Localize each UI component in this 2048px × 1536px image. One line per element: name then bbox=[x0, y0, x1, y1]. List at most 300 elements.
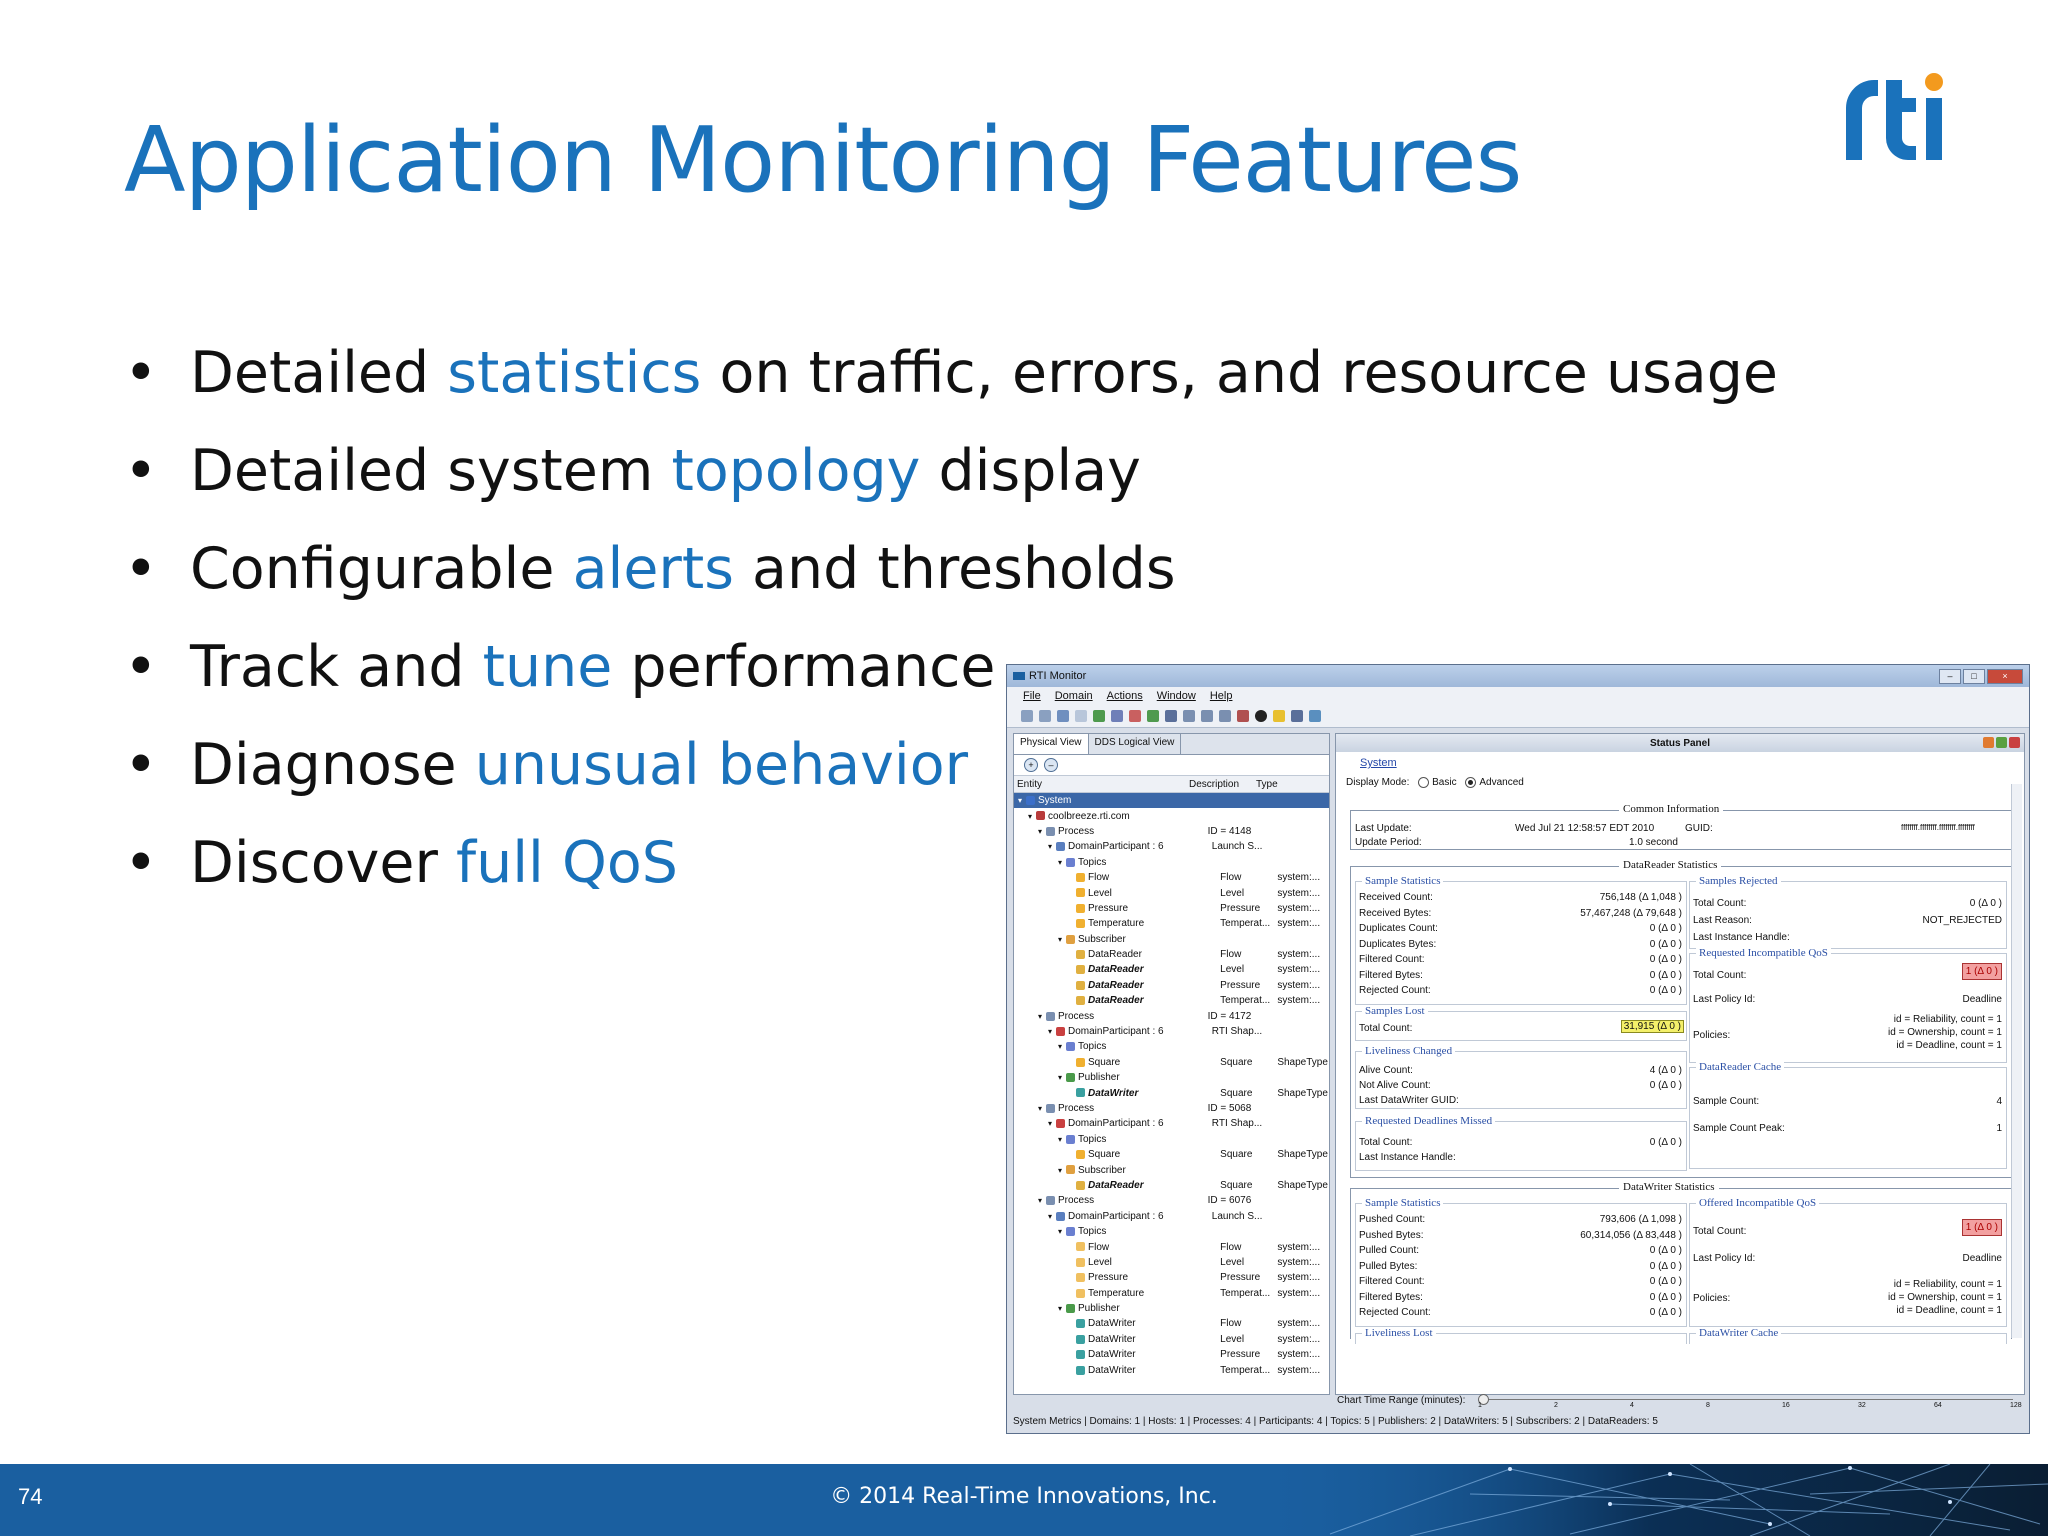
slider-tick-label: 32 bbox=[1858, 1402, 1866, 1409]
tree-description: Launch S... bbox=[1211, 1210, 1263, 1222]
table-icon[interactable] bbox=[1183, 710, 1195, 722]
sample-statistics-title: Sample Statistics bbox=[1362, 875, 1443, 887]
tree-entity-name: Square bbox=[1088, 1149, 1121, 1161]
slider-tick-label: 16 bbox=[1782, 1402, 1790, 1409]
tree-entity-name: DataReader bbox=[1088, 1179, 1144, 1191]
tree-row[interactable]: ▾ Process ID = 4172 bbox=[1014, 1008, 1329, 1023]
tree-description: ID = 4148 bbox=[1207, 825, 1252, 837]
tree-entity-name: Level bbox=[1088, 887, 1112, 899]
offered-incompatible-qos-group bbox=[1689, 1197, 2007, 1327]
chart-icon[interactable] bbox=[1129, 710, 1141, 722]
tree-entity-name: DataReader bbox=[1088, 979, 1144, 991]
tree-entity-name: DataReader bbox=[1088, 995, 1144, 1007]
liveliness-changed-group bbox=[1355, 1045, 1687, 1109]
tree-description: ID = 5068 bbox=[1207, 1103, 1252, 1114]
tree-node-icon bbox=[1076, 1058, 1085, 1067]
system-link[interactable]: System bbox=[1360, 757, 1397, 769]
stat-value: 0 (Δ 0 ) bbox=[1649, 938, 1682, 950]
slide-title: Application Monitoring Features bbox=[124, 108, 1522, 213]
expand-all-icon[interactable]: + bbox=[1024, 758, 1038, 772]
bullet-text: Discover bbox=[190, 830, 456, 896]
req-incompat-total-value: 1 (Δ 0 ) bbox=[1962, 963, 2002, 980]
off-incompat-policy-2: id = Ownership, count = 1 bbox=[1888, 1292, 2002, 1303]
sample-statistics-group bbox=[1355, 875, 1687, 1005]
list-icon[interactable] bbox=[1219, 710, 1231, 722]
tree-entity-name: Pressure bbox=[1088, 902, 1129, 914]
bullet-text: Diagnose bbox=[190, 732, 475, 798]
tree-entity-name: Temperature bbox=[1088, 1287, 1145, 1299]
tree-row[interactable] bbox=[1014, 901, 1329, 916]
stat-value: 0 (Δ 0 ) bbox=[1649, 985, 1682, 996]
tree-row[interactable]: ▾ Topics bbox=[1058, 1041, 1107, 1053]
tree-node-icon bbox=[1076, 888, 1085, 897]
tree-row[interactable]: ▾ Process ID = 5068 bbox=[1014, 1101, 1329, 1116]
tree-entity-name: Process bbox=[1058, 1010, 1095, 1022]
feature-bullet bbox=[124, 436, 1778, 534]
sample-count-value: 4 bbox=[1996, 1096, 2002, 1107]
liveliness-changed-title: Liveliness Changed bbox=[1362, 1045, 1455, 1057]
open-icon[interactable] bbox=[1075, 710, 1087, 722]
tree-row[interactable]: ▾ Topics bbox=[1058, 1226, 1107, 1238]
tree-type: ShapeType bbox=[1277, 1087, 1328, 1099]
tab-physical-view[interactable]: Physical View bbox=[1014, 734, 1089, 754]
tab-dds-logical-view[interactable]: DDS Logical View bbox=[1089, 734, 1182, 754]
warning-icon[interactable] bbox=[1273, 710, 1285, 722]
datareader-cache-title: DataReader Cache bbox=[1696, 1061, 1784, 1073]
stat-value: 756,148 (Δ 1,048 ) bbox=[1599, 892, 1682, 903]
bullet-dot: • bbox=[124, 830, 158, 896]
maximize-button[interactable]: □ bbox=[1963, 669, 1985, 684]
tree-node-icon bbox=[1046, 1196, 1055, 1205]
tree-node-icon bbox=[1036, 811, 1045, 820]
datawriter-statistics-box bbox=[1350, 1181, 2012, 1339]
tree-entity-name: DataWriter bbox=[1088, 1333, 1136, 1345]
off-incompat-total-value: 1 (Δ 0 ) bbox=[1962, 1219, 2002, 1236]
tree-entity-name: Level bbox=[1088, 1256, 1112, 1268]
tree-row[interactable] bbox=[1014, 1255, 1329, 1270]
bullet-text: Configurable bbox=[190, 536, 573, 602]
basic-label: Basic bbox=[1432, 777, 1457, 788]
page-number: 74 bbox=[18, 1484, 43, 1509]
tree-node-icon bbox=[1076, 1350, 1085, 1359]
stat-value: 0 (Δ 0 ) bbox=[1649, 1276, 1682, 1287]
tree-node-icon bbox=[1076, 1319, 1085, 1328]
stat-value: 0 (Δ 0 ) bbox=[1649, 1245, 1682, 1256]
samples-lost-total-value: 31,915 (Δ 0 ) bbox=[1621, 1020, 1684, 1033]
tree-entity-name: Subscriber bbox=[1078, 1164, 1126, 1176]
tree-row[interactable]: ▾ Topics bbox=[1058, 1133, 1107, 1145]
slider-tick-label: 8 bbox=[1706, 1402, 1710, 1409]
tree-row[interactable]: ▾ DomainParticipant : 6 RTI Shap... bbox=[1014, 1024, 1329, 1039]
tree-row[interactable]: ▾ DomainParticipant : 6 Launch S... bbox=[1014, 839, 1329, 854]
tree-node-icon bbox=[1056, 1212, 1065, 1221]
tree-row[interactable] bbox=[1014, 1286, 1329, 1301]
bullet-dot: • bbox=[124, 438, 158, 504]
sample-count-label: Sample Count: bbox=[1693, 1096, 1760, 1107]
tree-row[interactable] bbox=[1014, 1055, 1329, 1070]
requested-incompatible-qos-title: Requested Incompatible QoS bbox=[1696, 947, 1831, 959]
bullet-text: display bbox=[920, 438, 1141, 504]
tree-node-icon bbox=[1076, 981, 1085, 990]
status-panel bbox=[1335, 733, 2025, 1395]
tree-type: system:... bbox=[1277, 1349, 1321, 1361]
menu-window[interactable]: Window bbox=[1156, 690, 1196, 702]
tree-description: Pressure bbox=[1220, 902, 1261, 914]
stat-value: 793,606 (Δ 1,098 ) bbox=[1599, 1214, 1682, 1225]
slider-tick-label: 64 bbox=[1934, 1402, 1942, 1409]
tree-description: Temperat... bbox=[1220, 1287, 1271, 1299]
tree-node-icon bbox=[1076, 1335, 1085, 1344]
liveliness-lost-title: Liveliness Lost bbox=[1362, 1327, 1436, 1339]
tree-entity-name: DataWriter bbox=[1088, 1087, 1139, 1099]
feature-bullet bbox=[124, 338, 1778, 436]
tree-entity-name: Square bbox=[1088, 1056, 1121, 1068]
last-datawriter-guid-label: Last DataWriter GUID: bbox=[1359, 1095, 1459, 1106]
export-icon[interactable] bbox=[1147, 710, 1159, 722]
bullet-dot: • bbox=[124, 536, 158, 602]
entity-tree bbox=[1014, 793, 1329, 1378]
not-alive-count-value: 0 (Δ 0 ) bbox=[1649, 1080, 1682, 1091]
tree-entity-name: DomainParticipant : 6 bbox=[1068, 1210, 1164, 1222]
datareader-statistics-title: DataReader Statistics bbox=[1619, 859, 1721, 871]
tree-entity-name: DataReader bbox=[1088, 949, 1142, 961]
tree-description: Temperat... bbox=[1220, 995, 1271, 1007]
grid-icon[interactable] bbox=[1165, 710, 1177, 722]
type-column-header[interactable]: Type bbox=[1256, 778, 1278, 790]
network-icon[interactable] bbox=[1309, 710, 1321, 722]
tree-row[interactable] bbox=[1014, 1239, 1329, 1254]
tree-entity-name: Topics bbox=[1078, 1041, 1107, 1053]
tree-row[interactable] bbox=[1014, 870, 1329, 885]
tree-row[interactable] bbox=[1014, 1270, 1329, 1285]
samples-lost-total-label: Total Count: bbox=[1359, 1023, 1413, 1034]
tree-description: Square bbox=[1220, 1087, 1253, 1099]
bar-chart-icon[interactable] bbox=[1201, 710, 1213, 722]
tree-row[interactable] bbox=[1014, 993, 1329, 1008]
tree-entity-name: System bbox=[1038, 795, 1072, 807]
datawriter-cache-title: DataWriter Cache bbox=[1696, 1327, 1781, 1339]
tree-row[interactable] bbox=[1014, 1347, 1329, 1362]
columns-icon[interactable] bbox=[1237, 710, 1249, 722]
menu-bar bbox=[1007, 687, 2029, 705]
menu-actions[interactable]: Actions bbox=[1106, 690, 1143, 702]
tree-node-icon bbox=[1076, 1273, 1085, 1282]
tree-node-icon bbox=[1066, 1042, 1075, 1051]
tree-description: Square bbox=[1220, 1179, 1253, 1191]
stat-label: Rejected Count: bbox=[1359, 1307, 1431, 1318]
tree-node-icon bbox=[1066, 1165, 1075, 1174]
common-information-title: Common Information bbox=[1619, 803, 1723, 815]
off-incompat-policy-label: Last Policy Id: bbox=[1693, 1253, 1756, 1264]
off-incompat-policy-value: Deadline bbox=[1962, 1253, 2002, 1264]
tree-entity-name: Temperature bbox=[1088, 918, 1145, 930]
tree-node-icon bbox=[1066, 858, 1075, 867]
off-incompat-policy-3: id = Deadline, count = 1 bbox=[1896, 1305, 2002, 1316]
stat-value: 0 (Δ 0 ) bbox=[1649, 923, 1682, 934]
tree-row[interactable] bbox=[1014, 885, 1329, 900]
tree-type: system:... bbox=[1277, 1318, 1321, 1330]
slide-footer bbox=[0, 1464, 2048, 1536]
menu-help[interactable]: Help bbox=[1209, 690, 1233, 702]
tree-type: system:... bbox=[1277, 1272, 1321, 1284]
last-update-label: Last Update: bbox=[1355, 823, 1412, 834]
tree-description: Level bbox=[1220, 1333, 1245, 1345]
forward-icon[interactable] bbox=[1039, 710, 1051, 722]
tree-description: Level bbox=[1220, 1256, 1245, 1268]
chart-time-range-label: Chart Time Range (minutes): bbox=[1337, 1395, 1466, 1406]
datawriter-cache-group bbox=[1689, 1327, 2007, 1344]
alive-count-value: 4 (Δ 0 ) bbox=[1649, 1065, 1682, 1076]
req-incompat-policy-label: Last Policy Id: bbox=[1693, 994, 1756, 1005]
stat-label: Pulled Bytes: bbox=[1359, 1260, 1418, 1272]
stat-value: 0 (Δ 0 ) bbox=[1649, 969, 1682, 981]
guid-label: GUID: bbox=[1685, 823, 1713, 834]
tree-type: system:... bbox=[1277, 918, 1321, 930]
tree-row[interactable] bbox=[1014, 1085, 1329, 1100]
slider-tick-label: 1 bbox=[1478, 1402, 1482, 1409]
tree-row[interactable]: ▾ coolbreeze.rti.com bbox=[1028, 810, 1130, 822]
feature-bullet bbox=[124, 534, 1778, 632]
tree-node-icon bbox=[1056, 1027, 1065, 1036]
status-bar: System Metrics | Domains: 1 | Hosts: 1 | Processes: 4 | Participants: 4 | Topics: 5 | Publishers: 2 | DataWriters: 5 | Subscribers: 2 | DataReaders: 5 bbox=[1013, 1416, 1658, 1427]
slider-tick-label: 2 bbox=[1554, 1402, 1558, 1409]
tree-node-icon bbox=[1066, 1135, 1075, 1144]
requested-deadlines-missed-title: Requested Deadlines Missed bbox=[1362, 1115, 1495, 1127]
menu-file[interactable]: File bbox=[1023, 690, 1041, 702]
tree-entity-name: Publisher bbox=[1078, 1303, 1120, 1315]
tree-node-icon bbox=[1076, 873, 1085, 882]
tree-description: Flow bbox=[1220, 872, 1242, 884]
samples-rejected-group bbox=[1689, 875, 2007, 949]
tree-row[interactable]: ▾ DomainParticipant : 6 RTI Shap... bbox=[1014, 1116, 1329, 1131]
copyright: © 2014 Real-Time Innovations, Inc. bbox=[830, 1484, 1218, 1509]
panel-minimize-icon[interactable] bbox=[1983, 737, 1994, 748]
tree-description: Square bbox=[1220, 1149, 1253, 1161]
deadlines-last-handle-label: Last Instance Handle: bbox=[1359, 1152, 1456, 1163]
tree-row[interactable] bbox=[1014, 1147, 1329, 1162]
sample-count-peak-label: Sample Count Peak: bbox=[1693, 1123, 1785, 1134]
stat-value: 60,314,056 (Δ 83,448 ) bbox=[1580, 1229, 1682, 1241]
bullet-text: Track and bbox=[190, 634, 483, 700]
tree-description: ID = 6076 bbox=[1207, 1195, 1252, 1207]
tree-description: Temperat... bbox=[1220, 918, 1271, 930]
panel-close-icon[interactable] bbox=[2009, 737, 2020, 748]
tree-row[interactable]: ▾ Subscriber bbox=[1058, 933, 1126, 945]
window-titlebar bbox=[1007, 665, 2029, 687]
entity-tree-pane bbox=[1013, 733, 1330, 1395]
tree-controls bbox=[1014, 755, 1329, 775]
last-reason-label: Last Reason: bbox=[1693, 915, 1752, 926]
stat-label: Pushed Bytes: bbox=[1359, 1229, 1424, 1241]
tree-type: system:... bbox=[1277, 887, 1321, 899]
tree-entity-name: Process bbox=[1058, 1103, 1095, 1114]
bullet-highlight: full QoS bbox=[456, 830, 678, 896]
tree-row[interactable] bbox=[1014, 1332, 1329, 1347]
tree-entity-name: Flow bbox=[1088, 1241, 1110, 1253]
stat-label: Pulled Count: bbox=[1359, 1245, 1420, 1256]
display-mode-row bbox=[1336, 772, 2024, 794]
tree-description: Pressure bbox=[1220, 1272, 1261, 1284]
tree-entity-name: Topics bbox=[1078, 856, 1107, 868]
upload-icon[interactable] bbox=[1057, 710, 1069, 722]
app-icon bbox=[1013, 672, 1025, 680]
last-reason-value: NOT_REJECTED bbox=[1922, 915, 2002, 926]
tree-row[interactable]: ▾ System bbox=[1014, 793, 1329, 808]
writer-sample-statistics-title: Sample Statistics bbox=[1362, 1197, 1443, 1209]
requested-incompatible-qos-group bbox=[1689, 947, 2007, 1063]
tree-entity-name: DataReader bbox=[1088, 964, 1144, 976]
tree-description: RTI Shap... bbox=[1211, 1118, 1263, 1130]
off-incompat-policy-1: id = Reliability, count = 1 bbox=[1893, 1279, 2002, 1290]
advanced-radio[interactable] bbox=[1465, 777, 1476, 788]
rejected-total-value: 0 (Δ 0 ) bbox=[1969, 898, 2002, 909]
tree-row[interactable]: ▾ Topics bbox=[1058, 856, 1107, 868]
tree-node-icon bbox=[1056, 842, 1065, 851]
tree-entity-name: DomainParticipant : 6 bbox=[1068, 1118, 1164, 1130]
tree-type: system:... bbox=[1277, 1364, 1321, 1376]
view-tabs bbox=[1014, 734, 1329, 755]
update-period-value: 1.0 second bbox=[1629, 837, 1678, 848]
stat-value: 57,467,248 (Δ 79,648 ) bbox=[1580, 907, 1682, 919]
tree-node-icon bbox=[1076, 1258, 1085, 1267]
samples-rejected-title: Samples Rejected bbox=[1696, 875, 1781, 887]
update-period-label: Update Period: bbox=[1355, 837, 1422, 848]
tree-entity-name: DomainParticipant : 6 bbox=[1068, 841, 1164, 853]
save-icon[interactable] bbox=[1111, 710, 1123, 722]
status-panel-title: Status Panel bbox=[1649, 737, 1711, 749]
tree-type: system:... bbox=[1277, 995, 1321, 1007]
tree-node-icon bbox=[1046, 827, 1055, 836]
description-column-header[interactable]: Description bbox=[1189, 778, 1240, 790]
basic-radio[interactable] bbox=[1418, 777, 1429, 788]
tree-entity-name: Process bbox=[1058, 825, 1095, 837]
bullet-dot: • bbox=[124, 634, 158, 700]
tree-entity-name: coolbreeze.rti.com bbox=[1048, 810, 1130, 822]
tree-description: Square bbox=[1220, 1056, 1253, 1068]
stat-label: Filtered Bytes: bbox=[1359, 969, 1423, 981]
bullet-highlight: tune bbox=[482, 634, 613, 700]
slider-tick-label: 128 bbox=[2010, 1402, 2022, 1409]
tree-row[interactable] bbox=[1014, 1178, 1329, 1193]
tree-row[interactable] bbox=[1014, 1362, 1329, 1377]
tree-type: system:... bbox=[1277, 979, 1321, 991]
close-button[interactable]: × bbox=[1987, 669, 2023, 684]
entity-column-header[interactable]: Entity bbox=[1017, 778, 1043, 790]
samples-lost-group bbox=[1355, 1005, 1687, 1041]
tree-row[interactable] bbox=[1014, 962, 1329, 977]
tree-header bbox=[1014, 775, 1329, 793]
tree-node-icon bbox=[1076, 1289, 1085, 1298]
tree-node-icon bbox=[1076, 950, 1085, 959]
stat-label: Received Bytes: bbox=[1359, 907, 1432, 919]
tree-description: ID = 4172 bbox=[1207, 1010, 1252, 1022]
tree-type: system:... bbox=[1277, 949, 1321, 961]
last-update-value: Wed Jul 21 12:58:57 EDT 2010 bbox=[1515, 823, 1655, 834]
tree-entity-name: Process bbox=[1058, 1195, 1095, 1207]
tree-entity-name: DomainParticipant : 6 bbox=[1068, 1026, 1164, 1038]
tree-node-icon bbox=[1076, 919, 1085, 928]
stat-value: 0 (Δ 0 ) bbox=[1649, 954, 1682, 965]
menu-domain[interactable]: Domain bbox=[1054, 690, 1093, 702]
tree-row[interactable]: ▾ Subscriber bbox=[1058, 1164, 1126, 1176]
sample-count-peak-value: 1 bbox=[1996, 1123, 2002, 1134]
tree-entity-name: DataWriter bbox=[1088, 1318, 1136, 1330]
record-icon[interactable] bbox=[1255, 710, 1267, 722]
off-incompat-policies-label: Policies: bbox=[1693, 1293, 1731, 1304]
tree-node-icon bbox=[1076, 1366, 1085, 1375]
req-incompat-policy-1: id = Reliability, count = 1 bbox=[1893, 1014, 2002, 1025]
minimize-button[interactable]: – bbox=[1939, 669, 1961, 684]
tree-entity-name: DataWriter bbox=[1088, 1364, 1136, 1376]
status-panel-scrollbar[interactable] bbox=[2011, 784, 2022, 1338]
collapse-all-icon[interactable]: – bbox=[1044, 758, 1058, 772]
stat-value: 0 (Δ 0 ) bbox=[1649, 1307, 1682, 1318]
stat-value: 0 (Δ 0 ) bbox=[1649, 1291, 1682, 1303]
rejected-total-label: Total Count: bbox=[1693, 898, 1747, 909]
common-information-box bbox=[1350, 803, 2012, 850]
display-mode-label: Display Mode: bbox=[1346, 777, 1410, 788]
tree-row[interactable]: ▾ DomainParticipant : 6 Launch S... bbox=[1014, 1209, 1329, 1224]
toolbar bbox=[1007, 705, 2029, 728]
stat-label: Filtered Count: bbox=[1359, 1276, 1425, 1287]
edit-icon[interactable] bbox=[1093, 710, 1105, 722]
bullet-highlight: statistics bbox=[447, 340, 702, 406]
back-icon[interactable] bbox=[1021, 710, 1033, 722]
tree-node-icon bbox=[1066, 935, 1075, 944]
rti-logo bbox=[1842, 60, 1952, 170]
tree-node-icon bbox=[1076, 1242, 1085, 1251]
bullet-dot: • bbox=[124, 340, 158, 406]
requested-deadlines-missed-group bbox=[1355, 1115, 1687, 1171]
bullet-dot: • bbox=[124, 732, 158, 798]
req-incompat-policy-3: id = Deadline, count = 1 bbox=[1896, 1040, 2002, 1051]
tree-row[interactable]: ▾ Publisher bbox=[1058, 1072, 1120, 1084]
tree-type: system:... bbox=[1277, 964, 1321, 976]
tree-row[interactable] bbox=[1014, 947, 1329, 962]
tree-row[interactable] bbox=[1014, 978, 1329, 993]
tree-row[interactable]: ▾ Process ID = 6076 bbox=[1014, 1193, 1329, 1208]
slider-tick-label: 4 bbox=[1630, 1402, 1634, 1409]
stat-label: Duplicates Count: bbox=[1359, 923, 1438, 934]
last-instance-handle-label: Last Instance Handle: bbox=[1693, 932, 1790, 943]
tree-description: Level bbox=[1220, 887, 1245, 899]
tree-description: Pressure bbox=[1220, 979, 1261, 991]
tree-row[interactable] bbox=[1014, 1316, 1329, 1331]
tree-row[interactable]: ▾ Publisher bbox=[1058, 1303, 1120, 1315]
stat-value: 0 (Δ 0 ) bbox=[1649, 1260, 1682, 1272]
tree-node-icon bbox=[1076, 965, 1085, 974]
panel-maximize-icon[interactable] bbox=[1996, 737, 2007, 748]
tree-node-icon bbox=[1066, 1073, 1075, 1082]
tree-type: ShapeType bbox=[1277, 1056, 1328, 1068]
tree-type: system:... bbox=[1277, 872, 1321, 884]
tree-row[interactable]: ▾ Process ID = 4148 bbox=[1014, 824, 1329, 839]
stat-label: Duplicates Bytes: bbox=[1359, 938, 1437, 950]
stat-label: Pushed Count: bbox=[1359, 1214, 1426, 1225]
tree-node-icon bbox=[1076, 1150, 1085, 1159]
bullet-text: on traffic, errors, and resource usage bbox=[701, 340, 1778, 406]
tree-entity-name: Publisher bbox=[1078, 1072, 1120, 1084]
bullet-highlight: topology bbox=[671, 438, 921, 504]
tree-node-icon bbox=[1046, 1012, 1055, 1021]
tree-type: system:... bbox=[1277, 1333, 1321, 1345]
tree-node-icon bbox=[1066, 1304, 1075, 1313]
tree-row[interactable] bbox=[1014, 916, 1329, 931]
chart-time-slider-track[interactable] bbox=[1481, 1399, 2013, 1400]
datareader-cache-group bbox=[1689, 1061, 2007, 1169]
writer-sample-statistics-group bbox=[1355, 1197, 1687, 1327]
disk-icon[interactable] bbox=[1291, 710, 1303, 722]
